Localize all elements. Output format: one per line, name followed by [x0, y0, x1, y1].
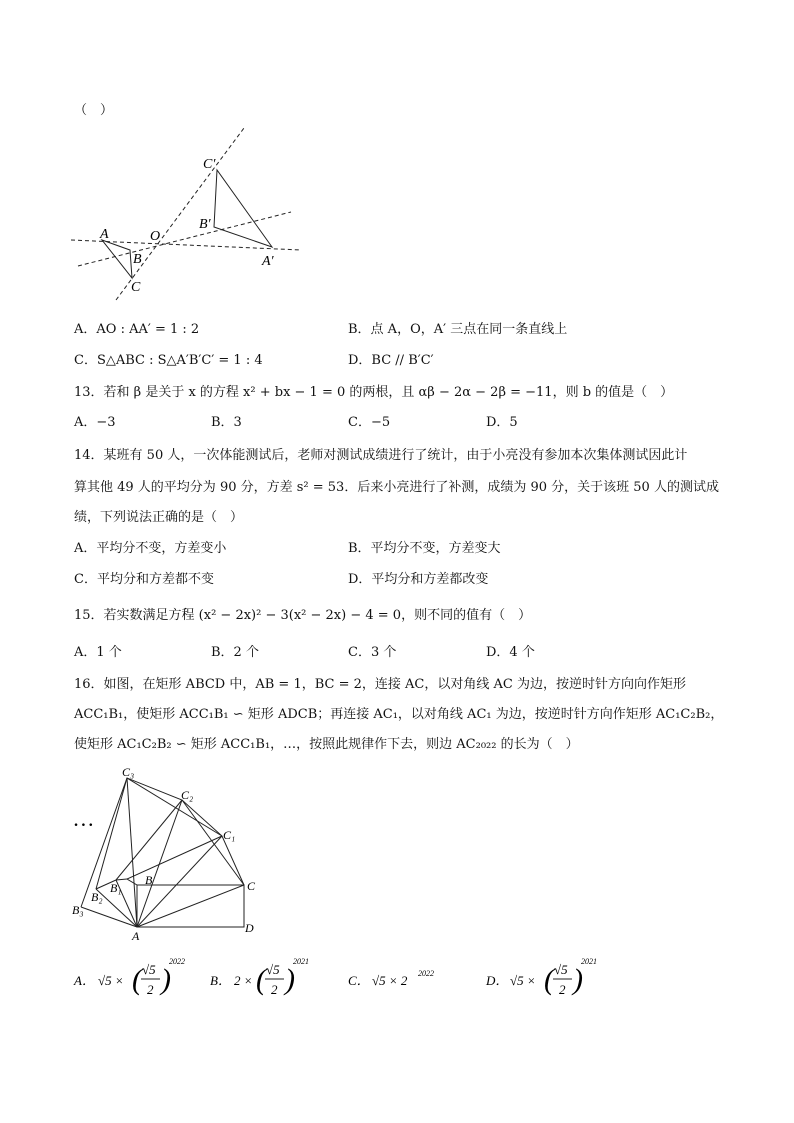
- q16-option-a-exp: 2022: [169, 957, 185, 966]
- q16-line-3: 使矩形 AC₁C₂B₂ ∽ 矩形 ACC₁B₁，…，按照此规律作下去，则边 AC₂₀₂₂ 的长为（ ）: [74, 737, 579, 752]
- label-b: B: [145, 873, 153, 887]
- q16-option-d-den: 2: [559, 982, 566, 997]
- q16-option-a-den: 2: [147, 982, 154, 997]
- label-c: C: [247, 879, 256, 893]
- q14-option-d: D．平均分和方差都改变: [348, 572, 489, 587]
- figure-rectangle-spiral: [68, 764, 288, 944]
- q13-option-a: A．−3: [74, 415, 116, 430]
- dashed-line-bb: [78, 212, 291, 266]
- label-b: B: [133, 252, 142, 267]
- label-a-prime: A′: [262, 254, 274, 269]
- dashed-line-cc: [116, 128, 244, 300]
- svg-text:): ): [573, 963, 583, 996]
- q14-line-2: 算其他 49 人的平均分为 90 分，方差 s² = 53．后来小亮进行了补测，成绩为 90 分，关于该班 50 人的测试成: [74, 480, 719, 495]
- q13-option-b: B．3: [211, 415, 242, 430]
- q16-option-c-letter: C．: [348, 973, 370, 988]
- label-c1: C₁: [223, 828, 236, 842]
- label-b1: B₁: [110, 881, 122, 895]
- q15-option-c: C．3 个: [348, 645, 397, 660]
- q14-option-a: A．平均分不变，方差变小: [74, 541, 227, 556]
- label-c-prime: C′: [203, 157, 216, 172]
- q14-option-b: B．平均分不变，方差变大: [348, 541, 501, 556]
- ellipsis-dots: …: [74, 806, 94, 831]
- svg-text:): ): [161, 963, 171, 996]
- q16-option-d-letter: D．: [486, 973, 509, 988]
- svg-text:(: (: [256, 963, 266, 996]
- label-c3: C₃: [122, 765, 135, 779]
- label-o: O: [150, 229, 161, 244]
- q14-line-3: 绩，下列说法正确的是（ ）: [74, 510, 244, 525]
- q12-option-a: A．AO : AA′ = 1 : 2: [74, 322, 200, 337]
- label-a: A: [132, 929, 140, 943]
- label-b3: B₃: [72, 903, 84, 917]
- q12-option-d: D．BC // B′C′: [348, 353, 434, 368]
- q16-option-b-letter: B．: [210, 973, 231, 988]
- q12-option-b: B．点 A，O，A′ 三点在同一条直线上: [348, 322, 568, 337]
- q16-option-b-coef: 2 ×: [234, 973, 253, 988]
- label-a: A: [100, 227, 109, 242]
- q15-option-d: D．4 个: [486, 645, 535, 660]
- top-paren: （ ）: [74, 103, 114, 118]
- q16-line-1: 16．如图，在矩形 ABCD 中，AB = 1，BC = 2，连接 AC，以对角线 AC 为边，按逆时针方向向作矩形: [74, 677, 686, 692]
- q16-option-b-num: √5: [266, 962, 280, 977]
- label-b2: B₂: [91, 890, 103, 904]
- q14-line-1: 14．某班有 50 人，一次体能测试后，老师对测试成绩进行了统计，由于小亮没有参加本次集体测试因此计: [74, 448, 688, 463]
- q15-option-a: A．1 个: [74, 645, 122, 660]
- label-b-prime: B′: [199, 217, 211, 232]
- triangle-large: [214, 170, 272, 247]
- q13-stem: 13．若和 β 是关于 x 的方程 x² + bx − 1 = 0 的两根，且 αβ − 2α − 2β = −11，则 b 的值是（ ）: [74, 385, 674, 400]
- label-c2: C₂: [181, 788, 194, 802]
- q16-option-a-coef: √5 ×: [98, 973, 124, 988]
- q13-option-c: C．−5: [348, 415, 391, 430]
- q16-option-d-exp: 2021: [581, 957, 597, 966]
- svg-text:): ): [285, 963, 295, 996]
- q16-options: [70, 956, 630, 1006]
- label-c: C: [131, 280, 141, 295]
- q16-option-a-letter: A．: [74, 973, 95, 988]
- q16-option-b-den: 2: [271, 982, 278, 997]
- q16-option-c-exp: 2022: [418, 969, 434, 978]
- figure-homothety: [66, 128, 326, 308]
- q13-option-d: D．5: [486, 415, 518, 430]
- q16-option-d-coef: √5 ×: [510, 973, 536, 988]
- q16-option-c-coef: √5 × 2: [372, 973, 408, 988]
- svg-text:(: (: [544, 963, 554, 996]
- q15-option-b: B．2 个: [211, 645, 259, 660]
- outer-boundary: [81, 778, 244, 927]
- q16-option-d-num: √5: [554, 962, 568, 977]
- q16-line-2: ACC₁B₁，使矩形 ACC₁B₁ ∽ 矩形 ADCB；再连接 AC₁，以对角线 AC₁ 为边，按逆时针方向作矩形 AC₁C₂B₂，: [74, 707, 724, 722]
- q16-option-a-num: √5: [142, 962, 156, 977]
- q14-option-c: C．平均分和方差都不变: [74, 572, 214, 587]
- q16-option-b-exp: 2021: [293, 957, 309, 966]
- q12-option-c: C．S△ABC : S△A′B′C′ = 1 : 4: [74, 353, 263, 368]
- label-d: D: [245, 921, 254, 935]
- q15-stem: 15．若实数满足方程 (x² − 2x)² − 3(x² − 2x) − 4 = 0，则不同的值有（ ）: [74, 608, 532, 623]
- svg-text:(: (: [132, 963, 142, 996]
